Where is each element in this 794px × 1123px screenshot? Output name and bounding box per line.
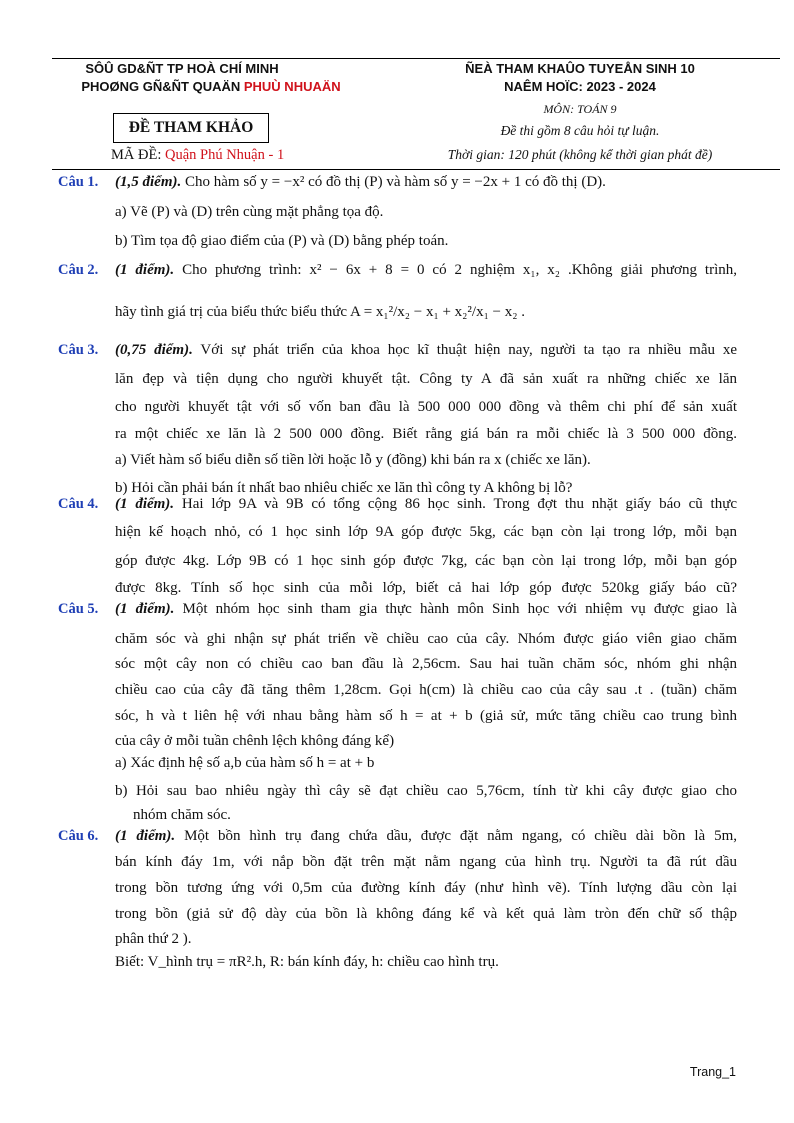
question-line	[115, 906, 737, 923]
question-line	[115, 880, 737, 897]
line-text: Cho hàm số y = −x² có đồ thị (P) và hàm số y = −2x + 1 có đồ thị (D).	[181, 174, 606, 190]
question-line	[115, 452, 737, 469]
line-text: sóc một cây non có chiều cao ban đầu là 2,56cm. Sau hai tuần chăm sóc, nhóm ghi nhận	[115, 656, 737, 672]
line-text: được 8kg. Tính số học sinh của mỗi lớp, biết cả hai lớp góp được 520kg giấy báo cũ?	[115, 580, 737, 596]
line-text: Hai lớp 9A và 9B có tổng cộng 86 học sinh. Trong đợt thu nhặt giấy báo cũ thực	[174, 496, 738, 512]
points: (1 điểm).	[115, 496, 175, 512]
exam-note-time: Thời gian: 120 phút (không kể thời gian phát đề)	[447, 147, 713, 162]
reference-box	[113, 113, 269, 143]
question-label: Câu 6.	[58, 828, 99, 844]
line-text: a) Viết hàm số biểu diễn số tiền lời hoặc lỗ y (đồng) khi bán ra x (chiếc xe lăn).	[115, 452, 591, 468]
line-text: trong bồn tương ứng với 0,5m của đường kính đáy (như hình vẽ). Tính lượng dầu còn lại	[115, 880, 737, 896]
question-line	[115, 174, 737, 191]
question-line	[115, 954, 737, 971]
question-line	[115, 931, 737, 948]
question-line	[115, 553, 737, 570]
line-text: Biết: V_hình trụ = πR².h, R: bán kính đáy, h: chiều cao hình trụ.	[115, 954, 499, 970]
line-text: a) Xác định hệ số a,b của hàm số h = at + b	[115, 755, 375, 771]
question-line	[115, 304, 737, 321]
question-line	[115, 204, 737, 221]
question-line	[115, 755, 737, 772]
question-line	[115, 656, 737, 673]
question-label: Câu 5.	[58, 601, 99, 617]
line-text: góp được 4kg. Lớp 9B có 1 học sinh góp được 7kg, các bạn còn lại trong lớp, mỗi bạn góp	[115, 553, 737, 569]
points: (0,75 điểm).	[115, 342, 193, 358]
question-line	[115, 828, 737, 845]
points: (1 điểm).	[115, 601, 175, 617]
question-line	[115, 426, 737, 443]
reference-title: ĐỀ THAM KHẢO	[128, 119, 254, 136]
question-line	[115, 399, 737, 416]
line-text: cho người khuyết tật với số vốn ban đầu là 500 000 000 đồng và thêm chi phí để sản xuất	[115, 399, 737, 415]
line-text: b) Tìm tọa độ giao điểm của (P) và (D) bằng phép toán.	[115, 233, 449, 249]
line-text: phân thứ 2 ).	[115, 931, 192, 947]
department-name: SÔÛ GD&ÑT TP HOÀ CHÍ MINH	[85, 61, 279, 76]
line-text: Một bồn hình trụ đang chứa dầu, được đặt nằm ngang, có chiều dài bồn là 5m,	[175, 828, 737, 844]
question-line	[115, 631, 737, 648]
question-label: Câu 2.	[58, 262, 99, 278]
line-text: chiều cao của cây đã tăng thêm 1,28cm. Gọi h(cm) là chiều cao của cây sau .t . (tuần) chăm	[115, 682, 737, 698]
line-text: b) Hỏi sau bao nhiêu ngày thì cây sẽ đạt chiều cao 5,76cm, tính từ khi cây được giao cho	[115, 783, 737, 799]
question-line	[115, 682, 737, 699]
header-bottom-rule	[52, 169, 780, 170]
question-line	[115, 524, 737, 541]
question-line	[115, 854, 737, 871]
line-text: b) Hỏi cần phải bán ít nhất bao nhiêu chiếc xe lăn thì công ty A không bị lỗ?	[115, 480, 573, 496]
question-line	[115, 580, 737, 597]
question-line	[133, 807, 737, 824]
line-text: ra một chiếc xe lăn là 2 500 000 đồng. Biết rằng giá bán ra mỗi chiếc là 3 500 000 đồng.	[115, 426, 737, 442]
question-line	[115, 371, 737, 388]
line-text: hãy tình giá trị của biểu thức biểu thức A = x₁²/x₂ − x₁ + x₂²/x₁ − x₂ .	[115, 304, 525, 320]
line-text: chăm sóc và ghi nhận sự phát triển về chiều cao của cây. Nhóm được giáo viên giao chăm	[115, 631, 737, 647]
line-text: trong bồn (giả sử độ dày của bồn là không đáng kể và kết quả làm tròn đến chữ số thập	[115, 906, 737, 922]
points: (1 điểm).	[115, 828, 176, 844]
question-line	[115, 601, 737, 618]
school-year: NAÊM HOÏC: 2023 - 2024	[504, 79, 656, 94]
question-line	[115, 496, 737, 513]
exam-code: MÃ ĐỀ: Quận Phú Nhuận - 1	[111, 147, 285, 163]
line-text: sóc, h và t liên hệ với nhau bằng hàm số h = at + b (giả sử, mức tăng chiều cao trung bình	[115, 708, 737, 724]
header-top-rule	[52, 58, 780, 59]
question-line	[115, 708, 737, 725]
office-name: PHOØNG GÑ&ÑT QUAÄN PHUÙ NHUAÄN	[81, 79, 341, 94]
question-label: Câu 3.	[58, 342, 99, 358]
points: (1 điểm).	[115, 262, 175, 278]
question-line	[115, 480, 737, 497]
question-line	[115, 733, 737, 750]
line-text: Cho phương trình: x² − 6x + 8 = 0 có 2 nghiệm x₁, x₂ .Không giải phương trình,	[174, 262, 737, 278]
line-text: hiện kế hoạch nhỏ, có 1 học sinh lớp 9A góp được 5kg, các bạn còn lại trong lớp, mỗi bạn	[115, 524, 737, 540]
line-text: lăn đẹp và tiện dụng cho người khuyết tật. Công ty A đã sản xuất ra những chiếc xe lăn	[115, 371, 737, 387]
question-label: Câu 1.	[58, 174, 99, 190]
line-text: Một nhóm học sinh tham gia thực hành môn Sinh học với nhiệm vụ được giao là	[174, 601, 737, 617]
line-text: a) Vẽ (P) và (D) trên cùng mặt phẳng tọa độ.	[115, 204, 384, 220]
question-line	[115, 233, 737, 250]
line-text: bán kính đáy 1m, với nắp bồn đặt trên mặt nằm ngang của hình trụ. Người ta đã rút dầu	[115, 854, 737, 870]
line-text: nhóm chăm sóc.	[133, 807, 231, 823]
exam-title: ÑEÀ THAM KHAÛO TUYEÅN SINH 10	[465, 61, 695, 76]
subject: MÔN: TOÁN 9	[543, 102, 617, 116]
points: (1,5 điểm).	[115, 174, 182, 190]
line-text: của cây ở mỗi tuần chênh lệch không đáng kể)	[115, 733, 395, 749]
line-text: Với sự phát triển của khoa học kĩ thuật hiện nay, người ta tạo ra nhiều mẫu xe	[192, 342, 737, 358]
page-number: Trang_1	[689, 1065, 736, 1079]
question-line	[115, 783, 737, 800]
exam-note-questions: Đề thi gồm 8 câu hỏi tự luận.	[500, 123, 660, 138]
question-line	[115, 342, 737, 359]
question-line	[115, 262, 737, 279]
question-label: Câu 4.	[58, 496, 99, 512]
